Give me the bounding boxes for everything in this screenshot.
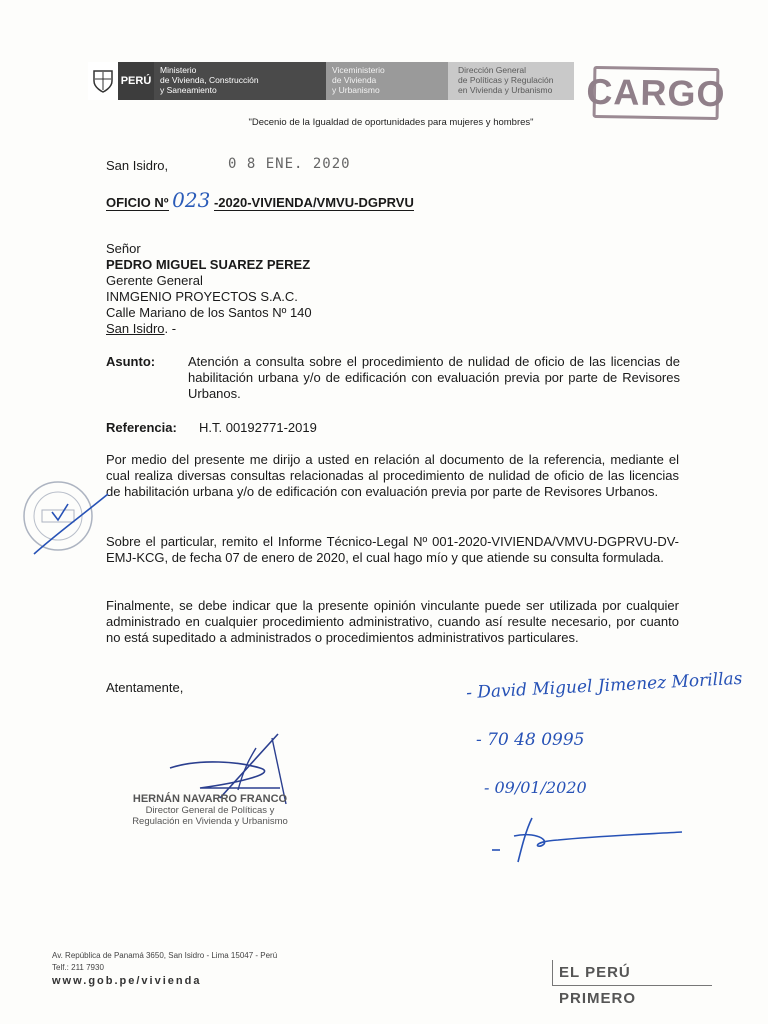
closing-text: Atentamente, <box>106 680 184 695</box>
approval-seal-icon <box>14 476 114 568</box>
body-paragraph-2: Sobre el particular, remito el Informe Técnico-Legal Nº 001-2020-VIVIENDA/VMVU-DGPRVU-DV-EMJ-KCG, de fecha 07 de enero de 2020, el cual hago mío y que atiende su consulta formulada. <box>106 534 679 565</box>
country-label: PERÚ <box>118 62 154 100</box>
recipient-name: PEDRO MIGUEL SUAREZ PEREZ <box>106 257 311 272</box>
document-number: OFICIO Nº 023 -2020-VIVIENDA/VMVU-DGPRVU <box>106 188 414 212</box>
body-paragraph-1: Por medio del presente me dirijo a usted en relación al documento de la referencia, mediante el cual realiza diversas consultas relacionadas al procedimiento de nulidad de oficio de las licencias de habilitación urbana y/o de edificación con evaluación previa por parte de Revisores Urbanos. <box>106 452 679 499</box>
ministry-label: Ministerio de Vivienda, Construcción y Saneamiento <box>154 62 326 100</box>
handwritten-receiver-name: - David Miguel Jimenez Morillas <box>465 668 743 704</box>
handwritten-receipt-date: - 09/01/2020 <box>484 778 587 797</box>
subject-label: Asunto: <box>106 354 156 369</box>
body-paragraph-3: Finalmente, se debe indicar que la presente opinión vinculante puede ser utilizada por cualquier administrado en cualquier procedimiento administrativo, cuando así resulte necesario, por cuanto no está supeditado a administrados o procedimientos administrativos particulares. <box>106 598 679 645</box>
date-stamp: 0 8 ENE. 2020 <box>228 156 351 172</box>
viceministry-label: Viceministerio de Vivienda y Urbanismo <box>326 62 448 100</box>
decade-motto: "Decenio de la Igualdad de oportunidades para mujeres y hombres" <box>248 117 534 128</box>
handwritten-oficio-number: 023 <box>172 188 211 212</box>
place-label: San Isidro, <box>106 158 169 173</box>
institution-header <box>88 62 574 100</box>
coat-of-arms-icon <box>88 62 118 100</box>
footer-website: www.gob.pe/vivienda <box>52 975 202 987</box>
subject-text: Atención a consulta sobre el procedimiento de nulidad de oficio de las licencias de habilitación urbana y/o de edificación con evaluación previa por parte de Revisores Urbanos. <box>188 354 680 401</box>
cargo-stamp: CARGO <box>593 66 720 120</box>
reference-text: H.T. 00192771-2019 <box>199 420 317 435</box>
receiver-signature-icon <box>488 812 688 868</box>
signer-block: HERNÁN NAVARRO FRANCO Director General de Políticas y Regulación en Vivienda y Urbanismo <box>110 794 310 827</box>
footer-address: Av. República de Panamá 3650, San Isidro - Lima 15047 - Perú Telf.: 211 7930 <box>52 951 278 972</box>
signer-name: HERNÁN NAVARRO FRANCO <box>132 793 288 805</box>
handwritten-id-number: - 70 48 0995 <box>476 730 585 750</box>
direction-label: Dirección General de Políticas y Regulación en Vivienda y Urbanismo <box>448 62 574 100</box>
reference-label: Referencia: <box>106 420 177 435</box>
brand-logo: EL PERÚ PRIMERO <box>552 960 712 986</box>
addressee-block: Señor PEDRO MIGUEL SUAREZ PEREZ Gerente General INMGENIO PROYECTOS S.A.C. Calle Mariano de los Santos Nº 140 San Isidro. - <box>106 241 312 336</box>
